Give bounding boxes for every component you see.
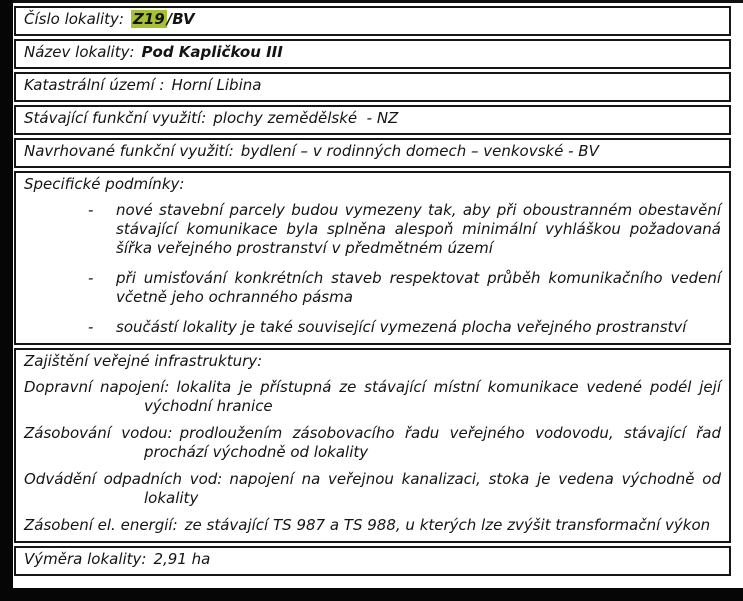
cadastral-area-value: Horní Libina xyxy=(171,76,262,94)
list-item xyxy=(24,318,721,337)
cadastral-area-label: Katastrální území : xyxy=(24,76,165,94)
infrastructure-item-electricity xyxy=(24,516,721,535)
transport-value: lokalita je přístupná ze stávající místní komunikace vedené podél její východní hranice xyxy=(144,378,726,415)
infrastructure-title: Zajištění veřejné infrastruktury: xyxy=(24,352,263,370)
list-item xyxy=(24,201,721,258)
water-value: prodloužením zásobovacího řadu veřejného vodovodu, stávající řad prochází východně od lokality xyxy=(144,424,726,461)
scan-edge-bottom xyxy=(0,588,743,601)
row-cadastral-area xyxy=(14,72,731,102)
specific-condition-text: součástí lokality je také související vymezená plocha veřejného prostranství xyxy=(116,318,687,336)
transport-label: Dopravní napojení: xyxy=(24,378,170,396)
locality-number-suffix: /BV xyxy=(166,10,195,28)
locality-number-label: Číslo lokality: xyxy=(24,10,124,28)
row-locality-name xyxy=(14,39,731,69)
electricity-value: ze stávající TS 987 a TS 988, u kterých lze zvýšit transformační výkon xyxy=(184,516,711,534)
current-use-label: Stávající funkční využití: xyxy=(24,109,207,127)
locality-number-highlight: Z19 xyxy=(132,10,165,28)
scan-edge-top xyxy=(0,0,743,3)
row-infrastructure xyxy=(14,348,731,543)
sewage-value: napojení na veřejnou kanalizaci, stoka je vedena východně od lokality xyxy=(144,470,726,507)
specific-condition-text: při umisťování konkrétních staveb respektovat průběh komunikačního vedení včetně jeho ochranného pásma xyxy=(116,269,721,306)
locality-area-label: Výměra lokality: xyxy=(24,550,147,568)
specific-conditions-title: Specifické podmínky: xyxy=(24,175,185,193)
scan-edge-left xyxy=(0,0,13,601)
infrastructure-item-water xyxy=(24,424,726,462)
bullet-dash: - xyxy=(88,269,94,287)
bullet-dash: - xyxy=(88,318,94,336)
infrastructure-item-sewage xyxy=(24,470,726,508)
list-item xyxy=(24,269,721,307)
row-current-use xyxy=(14,105,731,135)
locality-name-value: Pod Kapličkou III xyxy=(141,43,283,61)
current-use-value: plochy zemědělské - NZ xyxy=(213,109,399,127)
proposed-use-label: Navrhované funkční využití: xyxy=(24,142,234,160)
locality-area-value: 2,91 ha xyxy=(153,550,211,568)
row-locality-area xyxy=(14,546,731,576)
bullet-dash: - xyxy=(88,201,94,219)
row-proposed-use xyxy=(14,138,731,168)
locality-name-label: Název lokality: xyxy=(24,43,135,61)
water-label: Zásobování vodou: xyxy=(24,424,173,442)
infrastructure-item-transport xyxy=(24,378,726,416)
row-locality-number xyxy=(14,6,731,36)
proposed-use-value: bydlení – v rodinných domech – venkovské - BV xyxy=(240,142,599,160)
specific-condition-text: nové stavební parcely budou vymezeny tak, aby při oboustranném obestavění stávající komunikace byla splněna alespoň minimální vyhláškou požadovaná šířka veřejného prostranství v předmětném území xyxy=(116,201,721,257)
row-specific-conditions xyxy=(14,171,731,345)
locality-table xyxy=(14,6,731,579)
sewage-label: Odvádění odpadních vod: xyxy=(24,470,223,488)
electricity-label: Zásobení el. energií: xyxy=(24,516,178,534)
